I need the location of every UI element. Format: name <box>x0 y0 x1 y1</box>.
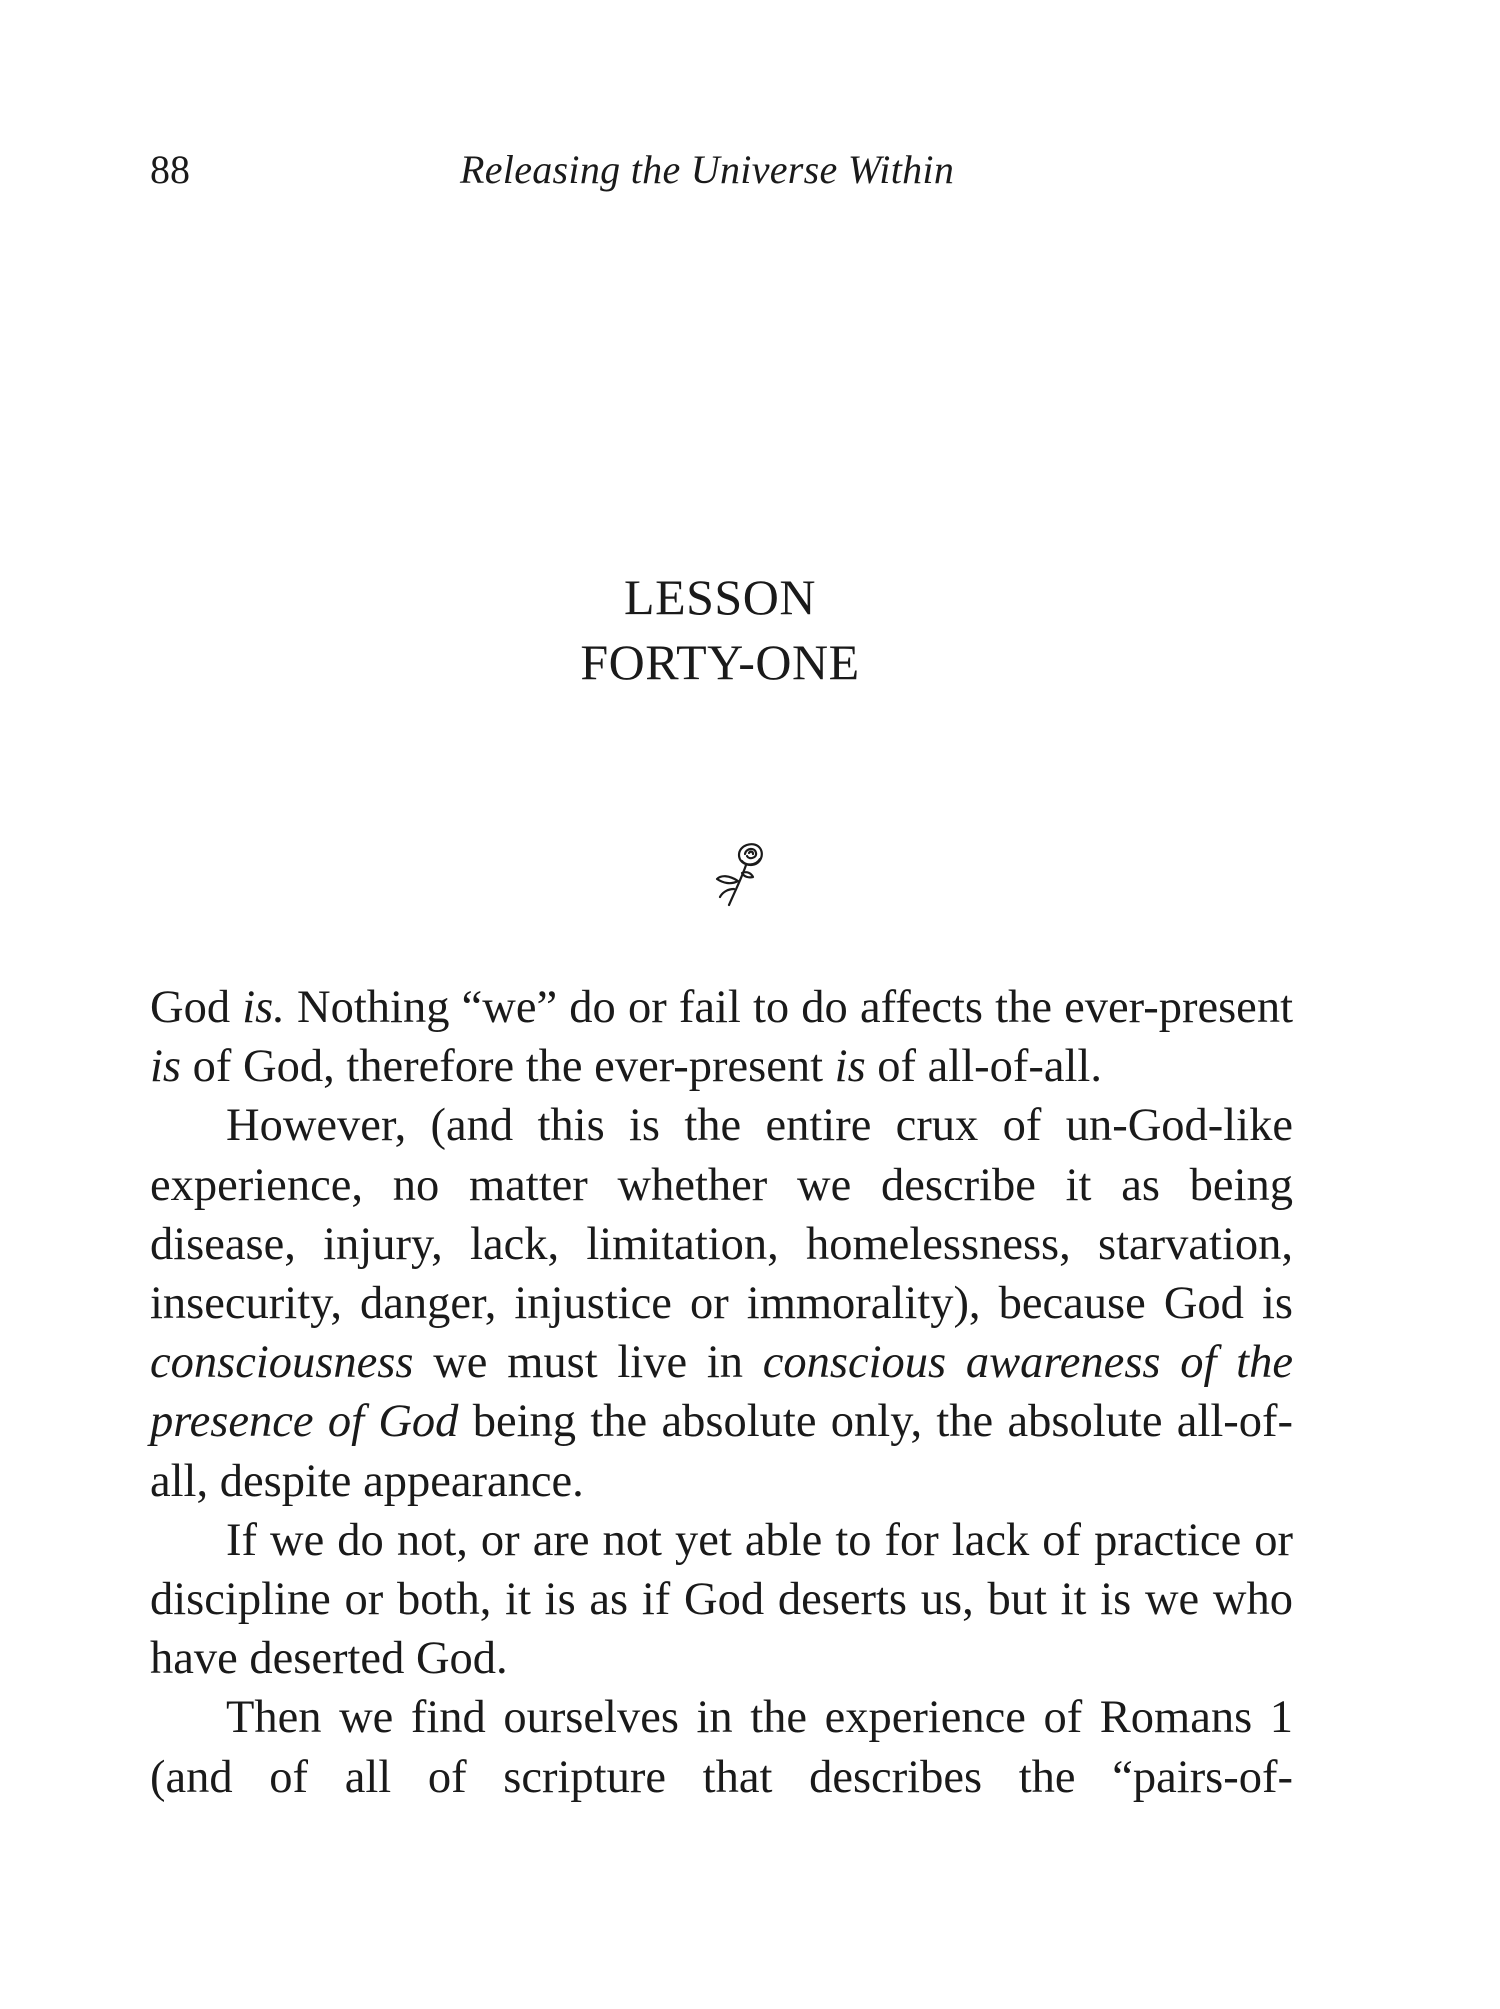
text-run: Nothing “we” do or fail to do affects the ever-present <box>284 982 1293 1033</box>
text-run: of all-of-all. <box>865 1041 1102 1093</box>
text-run: we must live in <box>413 1337 763 1389</box>
text-run: of God, therefore the ever-present <box>181 1041 835 1093</box>
text-run: God <box>150 982 243 1033</box>
text-run: If we do not, or are not yet able to for lack of practice or discipline or both, it is as if God deserts us, but it is we who have deserted God. <box>150 1514 1293 1685</box>
book-title: Releasing the Universe Within <box>460 147 955 192</box>
lesson-heading-line-1: LESSON <box>624 569 816 625</box>
italic-run: is. <box>242 982 285 1033</box>
text-run: However, (and this is the entire crux of un-God-like experience, no matter whether we describe it as being disease, injury, lack, limitation, homelessness, starvation, insecurity, danger, injustice or immorality), because God is <box>150 1100 1293 1330</box>
italic-run: conscious awareness of the presence of God <box>150 1337 1293 1448</box>
paragraph <box>150 1096 1293 1510</box>
paragraph <box>150 1511 1293 1689</box>
paragraph <box>150 1688 1293 1806</box>
lesson-heading <box>150 565 1290 695</box>
text-run: Then we find ourselves in the experience of Romans 1 (and of all of scripture that describes the “pairs-of- <box>150 1692 1293 1803</box>
italic-run: is <box>150 1041 182 1093</box>
page-number: 88 <box>150 147 190 192</box>
lesson-heading-line-2: FORTY-ONE <box>580 634 860 690</box>
body-text <box>150 978 1293 1807</box>
rose-ornament-icon <box>709 835 771 907</box>
italic-run: is <box>834 1041 866 1093</box>
running-head <box>150 140 1290 200</box>
italic-run: consciousness <box>150 1337 414 1389</box>
text-run: being the absolute only, the absolute all-of-all, despite appearance. <box>150 1396 1293 1507</box>
paragraph <box>150 978 1293 1096</box>
